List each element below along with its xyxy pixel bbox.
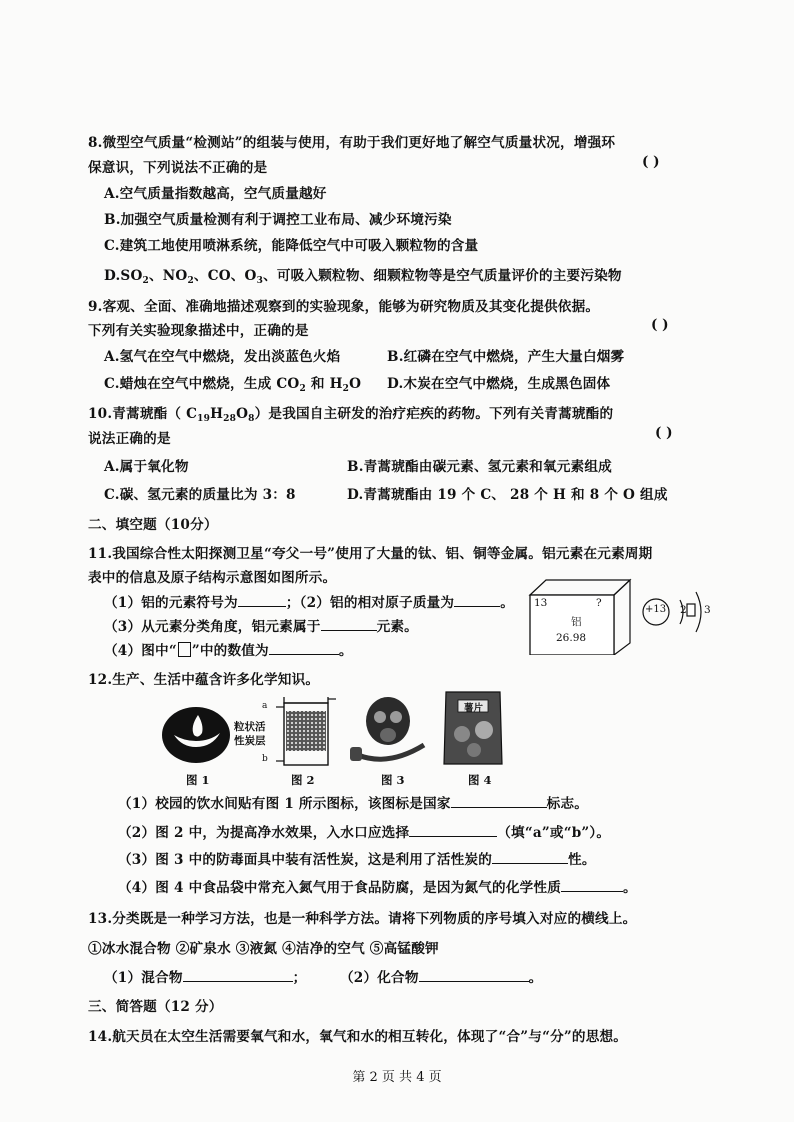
filter-layer-label-line2: 性炭层 [234, 735, 266, 747]
q10-option-b: B.青蒿琥酯由碳元素、氢元素和氧元素组成 [347, 459, 612, 475]
q9-answer-paren: ( ) [651, 317, 669, 333]
q9-option-a: A.氢气在空气中燃烧，发出淡蓝色火焰 [104, 349, 341, 365]
q10-stem-line1: 10.青蒿琥酯（ $C_{19}H_{28}O_8$）是我国自主研发的治疗疟疾的药物。下列有关青蒿琥酯的 [88, 406, 614, 424]
page-footer: 第 2 页 共 4 页 [352, 1070, 442, 1085]
q9-option-d: D.木炭在空气中燃烧，生成黑色固体 [387, 376, 611, 392]
q10-answer-paren: ( ) [655, 425, 673, 441]
q13-sub2: （2）化合物 。 [340, 970, 543, 986]
q13-stem: 13.分类既是一种学习方法，也是一种科学方法。请将下列物质的序号填入对应的横线上。 [88, 911, 637, 927]
q8-option-a: A.空气质量指数越高，空气质量越好 [104, 186, 327, 202]
q11-stem-line2: 表中的信息及原子结构示意图如图所示。 [88, 570, 337, 586]
figure-1-caption: 图 1 [186, 773, 210, 787]
q8-option-d: $D.SO_2$、$NO_2$、CO、$O_3$、可吸入颗粒物、细颗粒物等是空气质量评价的主要污染物 [104, 268, 622, 286]
cell-atomic-mass: 26.98 [556, 632, 587, 644]
q8-option-c: C.建筑工地使用喷淋系统，能降低空气中可吸入颗粒物的含量 [104, 238, 479, 254]
q10-option-c: C.碳、氢元素的质量比为 3：8 [104, 487, 296, 503]
q13-blank-compound[interactable] [419, 969, 529, 982]
q10-option-d: D.青蒿琥酯由 19 个 C、 28 个 H 和 8 个 O 组成 [347, 487, 668, 503]
q14-stem: 14.航天员在太空生活需要氧气和水，氧气和水的相互转化，体现了“合”与“分”的思想。 [88, 1029, 628, 1045]
chips-bag-label: 薯片 [464, 703, 484, 714]
section-2-heading: 二、填空题（10分） [88, 517, 218, 533]
q11-blank-value[interactable] [269, 642, 339, 655]
q10-option-a: A.属于氧化物 [104, 459, 189, 475]
q11-stem-line1: 11.我国综合性太阳探测卫星“夸父一号”使用了大量的钛、铝、铜等金属。铝元素在元素周期 [88, 546, 653, 562]
filter-layer-label-line1: 粒状活 [234, 721, 266, 733]
q11-blank-category[interactable] [321, 618, 377, 631]
carbon-filter-figure [270, 693, 340, 769]
atom-shell-2-electrons: 3 [704, 604, 711, 616]
q11-blank-mass[interactable] [454, 594, 500, 607]
filter-inlet-b-label: b [262, 754, 268, 764]
filter-inlet-a-label: a [262, 701, 268, 711]
q11-sub1: （1）铝的元素符号为 ；（2）铝的相对原子质量为 。 [104, 595, 514, 611]
q8-stem-line1: 8.微型空气质量“检测站”的组装与使用，有助于我们更好地了解空气质量状况，增强环 [88, 135, 616, 151]
q8-stem-line2: 保意识，下列说法不正确的是 [88, 160, 268, 176]
q12-blank-2[interactable] [409, 824, 497, 837]
q12-blank-4[interactable] [561, 879, 623, 892]
q12-sub1: （1）校园的饮水间贴有图 1 所示图标，该图标是国家 标志。 [118, 796, 589, 812]
q12-sub2: （2）图 2 中，为提高净水效果，入水口应选择 （填“a”或“b”）。 [118, 825, 611, 841]
figure-2-caption: 图 2 [291, 773, 315, 787]
q12-blank-1[interactable] [451, 795, 547, 808]
q12-sub3: （3）图 3 中的防毒面具中装有活性炭，这是利用了活性炭的 性。 [118, 852, 596, 868]
q11-sub3: （3）从元素分类角度，铝元素属于 元素。 [104, 619, 418, 635]
q9-stem-line1: 9.客观、全面、准确地描述观察到的实验现象，能够为研究物质及其变化提供依据。 [88, 299, 600, 315]
q8-option-b: B.加强空气质量检测有利于调控工业布局、减少环境污染 [104, 212, 452, 228]
atom-nucleus-charge: +13 [645, 604, 667, 615]
q12-sub4: （4）图 4 中食品袋中常充入氮气用于食品防腐，是因为氮气的化学性质 。 [118, 880, 637, 896]
water-saving-logo-icon [160, 705, 232, 765]
q9-option-c: C.蜡烛在空气中燃烧，生成 $CO_2$ 和 $H_2O$ [104, 376, 362, 394]
cell-element-name: 铝 [571, 616, 582, 628]
figure-3-caption: 图 3 [381, 773, 405, 787]
cell-symbol-unknown: ? [596, 597, 602, 609]
section-3-heading: 三、简答题（12 分） [88, 999, 223, 1015]
q9-stem-line2: 下列有关实验现象描述中，正确的是 [88, 323, 309, 339]
q13-blank-mixture[interactable] [183, 969, 293, 982]
q12-blank-3[interactable] [492, 851, 568, 864]
cell-atomic-number: 13 [534, 597, 548, 609]
q9-option-b: B.红磷在空气中燃烧，产生大量白烟雾 [387, 349, 625, 365]
square-box-icon [178, 642, 191, 657]
atom-shell-1-electrons: 2 [680, 604, 687, 616]
q11-sub4: （4）图中“ ”中的数值为 。 [104, 643, 353, 659]
q13-sub1: （1）混合物 ； [104, 970, 307, 986]
q10-stem-line2: 说法正确的是 [88, 431, 171, 447]
q12-stem: 12.生产、生活中蕴含许多化学知识。 [88, 672, 320, 688]
gas-mask-figure [348, 695, 428, 765]
figure-4-caption: 图 4 [468, 773, 492, 787]
q13-substances: ①冰水混合物 ②矿泉水 ③液氮 ④洁净的空气 ⑤高锰酸钾 [88, 941, 439, 957]
q11-blank-symbol[interactable] [238, 594, 286, 607]
q8-answer-paren: ( ) [642, 154, 660, 170]
